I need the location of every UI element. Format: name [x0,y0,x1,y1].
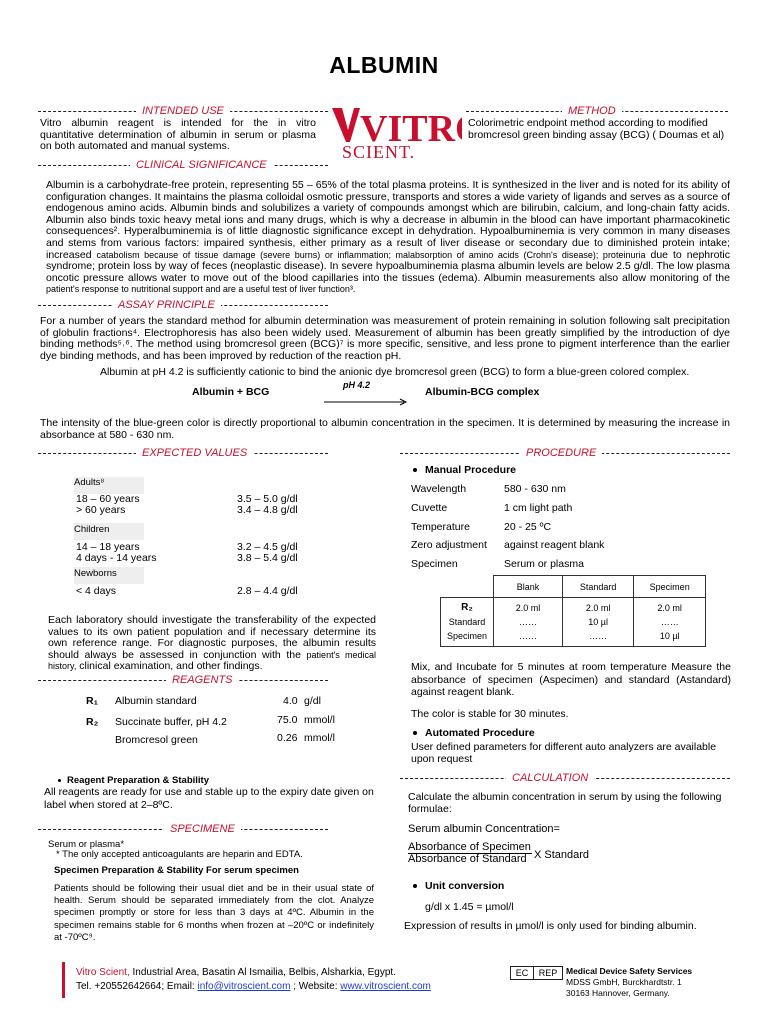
rep-box: REP [533,966,563,980]
auto-procedure-title [413,728,535,740]
bullet-icon [413,731,417,735]
expected-children: Children [74,523,144,540]
expected-c1-value: 3.2 – 4.5 g/dl [237,541,298,553]
intended-use-text: Vitro albumin reagent is intended for the in vitro quantitative determination of albumin in serum or plasma on both automated and manual systems. [40,117,316,153]
procedure-heading: PROCEDURE [520,446,602,460]
expected-n1: < 4 days [76,585,116,597]
procedure-param-value: 20 - 25 ºC [504,520,552,533]
auto-procedure-title-text: Automated Procedure [425,727,535,739]
lab-note-a: Each laboratory should investigate the transferability of the expected values to its own patient population and if necessary determine its own reference range. For diagnostic purposes, the albumin results should always be assessed in conjunction with the [48,614,376,661]
bullet-icon [413,468,417,472]
assay-heading: ASSAY PRINCIPLE [112,298,221,312]
procedure-param-label: Cuvette [411,501,448,514]
specimen-prep-text: Patients should be following their usual diet and be in their usual state of health. Serum should be separated immediately from the clot. Analyze specimen promptly or store for less than 3 days at 4ºC. Albumin in the specimen remains stable for 6 months when frozen at –20ºC or indefinitely at -70ºC⁹. [54,883,374,943]
procedure-param-label: Wavelength [411,483,467,495]
reagent-prep-text: All reagents are ready for use and stable up to the expiry date given on label when stored at 2–8ºC. [44,786,374,811]
reagent-prep-title [58,775,209,787]
bullet-icon [58,779,61,782]
assay-text-1: For a number of years the standard method for albumin determination was measurement of protein remaining in solution following salt precipitation of globulin fractions⁴. Electrophoresis has also been widely used. Measurement of albumin has been greatly simplified by the introduction of dye binding methods⁵˒⁶. The method using bromcresol green (BCG)⁷ is more specific, sensitive, and less prone to pigment interference than the earlier dye binding methods, and has been improved by reduction of the reaction pH. [40,315,730,362]
blank-specimen: …… [518,631,537,641]
specimen-line-2: * The only accepted anticoagulants are heparin and EDTA. [56,849,303,860]
reagent-name-3: Bromcresol green [115,734,198,746]
reagent-unit-1: g/dl [304,695,321,707]
expected-adults: Adults⁸ [74,477,144,494]
section-procedure [400,446,730,460]
expected-a1-value: 3.5 – 5.0 g/dl [237,493,298,505]
section-intended-use [38,104,328,118]
footer-address-text: Industrial Area, Basatin Al Ismailia, Belbis, Alsharkia, Egypt. [129,967,396,978]
section-expected [38,446,328,460]
vitro-scient-logo [330,104,462,162]
table-label-specimen: Specimen [447,631,488,641]
reagent-unit-3: mmol/l [304,732,335,744]
expected-newborns: Newborns [74,567,144,584]
section-method [466,104,728,118]
expected-c2-value: 3.8 – 5.4 g/dl [237,552,298,564]
reagent-value-1: 4.0 [283,695,298,707]
expected-c1: 14 – 18 years [76,541,140,553]
specimen-specimen: 10 µl [659,631,680,641]
footer-address [76,967,396,979]
footer-company: Vitro Scient, [76,967,130,978]
section-specimen [38,822,328,836]
procedure-param-label: Zero adjustment [411,539,487,552]
expected-heading: EXPECTED VALUES [136,446,253,460]
bullet-icon [413,884,417,888]
specimen-heading: SPECIMENE [164,822,241,836]
specimen-r2: 2.0 ml [657,603,682,613]
page-title: ALBUMIN [329,52,439,78]
stable-text: The color is stable for 30 minutes. [411,708,569,720]
clinical-paragraph-2a: catabolism because of tissue damage (severe burns) or inflammation; malabsorption of amino acids (Crohn's disease); proteinuria [96,249,646,260]
procedure-param-value: 1 cm light path [504,501,573,514]
auto-procedure-text: User defined parameters for different auto analyzers are available upon request [411,741,717,765]
section-assay [38,298,328,312]
expected-a2-value: 3.4 – 4.8 g/dl [237,504,298,516]
table-col-standard [562,598,633,647]
mix-text: Mix, and Incubate for 5 minutes at room temperature Measure the absorbance of specimen (Aspecimen) and standard (Astandard) against reagent blank. [411,661,731,698]
intended-use-heading: INTENDED USE [136,104,230,118]
clinical-text [46,180,730,296]
calc-expression: Expression of results in µmol/l is only used for binding albumin. [404,920,697,932]
calc-numerator: Absorbance of Specimen [408,841,531,853]
standard-specimen: …… [589,631,608,641]
calc-label: Serum albumin Concentration= [408,823,560,835]
footer-contact [76,981,431,993]
lab-note [48,615,376,673]
unit-conversion-title [413,881,504,893]
method-heading: METHOD [562,104,622,118]
procedure-param-label: Temperature [411,520,470,533]
reaction-left: Albumin + BCG [192,386,270,398]
table-label-standard: Standard [448,617,486,627]
table-row-labels [441,598,494,647]
table-r2-label: R₂ [461,602,473,613]
lab-note-c: clinical examination, and other findings. [79,660,263,673]
blank-r2: 2.0 ml [515,603,541,613]
mdss-title: Medical Device Safety Services [566,966,693,976]
footer-tel: Tel. +20552642664; Email: [76,981,198,992]
footer-website-label: ; Website: [290,981,341,992]
logo-brand: VITR [360,108,456,150]
reagent-value-3: 0.26 [277,732,298,744]
specimen-standard: …… [660,617,679,627]
reagent-code-1: R₁ [86,695,98,707]
clinical-heading: CLINICAL SIGNIFICANCE [130,158,273,172]
expected-c2: 4 days - 14 years [76,552,157,564]
footer-accent-bar [62,962,65,998]
mdss-line-2: 30163 Hannover, Germany. [566,988,670,998]
assay-text-3: The intensity of the blue-green color is directly proportional to albumin concentration in the specimen. It is determined by measuring the increase in absorbance at 580 - 630 nm. [40,417,730,441]
calc-times: X Standard [534,849,590,861]
reagent-value-2: 75.0 [277,714,298,726]
lab-note-b: patient's medical history, [48,649,376,672]
table-header-specimen: Specimen [634,576,706,598]
standard-r2: 2.0 ml [585,603,611,613]
expected-n1-value: 2.8 – 4.4 g/dl [237,585,298,597]
reaction-arrow-label: pH 4.2 [343,380,371,390]
reagent-prep-title-text: Reagent Preparation & Stability [67,775,210,786]
calculation-heading: CALCULATION [506,771,594,785]
unit-conversion-title-text: Unit conversion [425,880,505,892]
expected-a1: 18 – 60 years [76,493,140,505]
standard-standard: 10 µl [588,617,608,627]
procedure-param-value: against reagent blank [504,539,605,552]
reagent-name-2: Succinate buffer, pH 4.2 [115,716,227,728]
procedure-param-value: 580 - 630 nm [504,483,566,495]
calc-intro: Calculate the albumin concentration in serum by using the following formulae: [408,791,722,815]
reagent-name-1: Albumin standard [115,695,197,707]
footer-website-link[interactable]: www.vitroscient.com [340,981,431,992]
reagent-code-2: R₂ [86,716,99,728]
reagents-heading: REAGENTS [166,673,239,687]
manual-procedure-title-text: Manual Procedure [425,464,517,476]
section-calculation [400,771,730,785]
reaction-right: Albumin-BCG complex [425,386,540,398]
table-header-blank: Blank [494,576,563,598]
table-header-standard: Standard [562,576,633,598]
ec-box: EC [510,966,534,980]
reagent-unit-2: mmol/l [304,714,335,726]
clinical-paragraph-1: Albumin is a carbohydrate-free protein, representing 55 – 65% of the total plasma proteins. It is synthesized in the liver and is noted for its ability of configuration changes. It maintains the plasma colloidal osmotic pressure, transports and stores a wide variety of ligands and serves as a source of endogenous amino acids. Albumin binds and solubilizes a variety of compounds amongst which are bilirubin, calcium, and long-chain fatty acids. Albumin also binds toxic heavy metal ions and many drugs, which is why a decrease in albumin in the blood can have important pharmacokinetic consequences². Hyperalbuminemia is of little diagnostic significance except in dehydration. Hypoalbuminemia is very common in many diseases and stems from various factors: impaired synthesis, either primary as a result of liver disease or secondary due to diminished protein intake; increased [46,179,730,261]
logo-sub: SCIENT. [342,142,416,162]
assay-text-2: Albumin at pH 4.2 is sufficiently cationic to bind the anionic dye bromcresol green (BCG) to form a blue-green colored complex. [100,366,690,378]
clinical-paragraph-2b: due to nephrotic syndrome; protein loss by way of feces (neoplastic disease). In severe hypoalbuminemia plasma albumin levels are below 2.5 g/dl. The low plasma oncotic pressure allows water to move out of the blood capillaries into the tissues (edema). Albumin measurements also allow monitoring of the [46,248,730,284]
table-col-specimen [634,598,706,647]
expected-a2: > 60 years [76,504,126,516]
mdss-line-1: MDSS GmbH, Burckhardtstr. 1 [566,977,682,987]
reaction-arrow-icon [324,393,408,411]
unit-formula: g/dl x 1.45 = µmol/l [425,901,514,913]
calc-denominator: Absorbance of Standard [408,853,527,865]
procedure-param-value: Serum or plasma [504,558,584,571]
section-reagents [38,673,328,687]
manual-procedure-title [413,465,516,477]
clinical-paragraph-3: patient's response to nutritional support and are a useful test of liver function³. [46,284,356,295]
procedure-param-label: Specimen [411,558,458,571]
procedure-table [440,575,706,647]
section-clinical [38,158,328,172]
table-col-blank [494,598,563,647]
specimen-line-1: Serum or plasma* [48,839,125,850]
blank-standard: …… [518,617,537,627]
method-text: Colorimetric endpoint method according to modified bromcresol green binding assay (BCG) ( Doumas et al) [468,117,725,141]
specimen-prep-title: Specimen Preparation & Stability For serum specimen [54,865,299,876]
footer-email-link[interactable]: info@vitroscient.com [197,981,291,992]
